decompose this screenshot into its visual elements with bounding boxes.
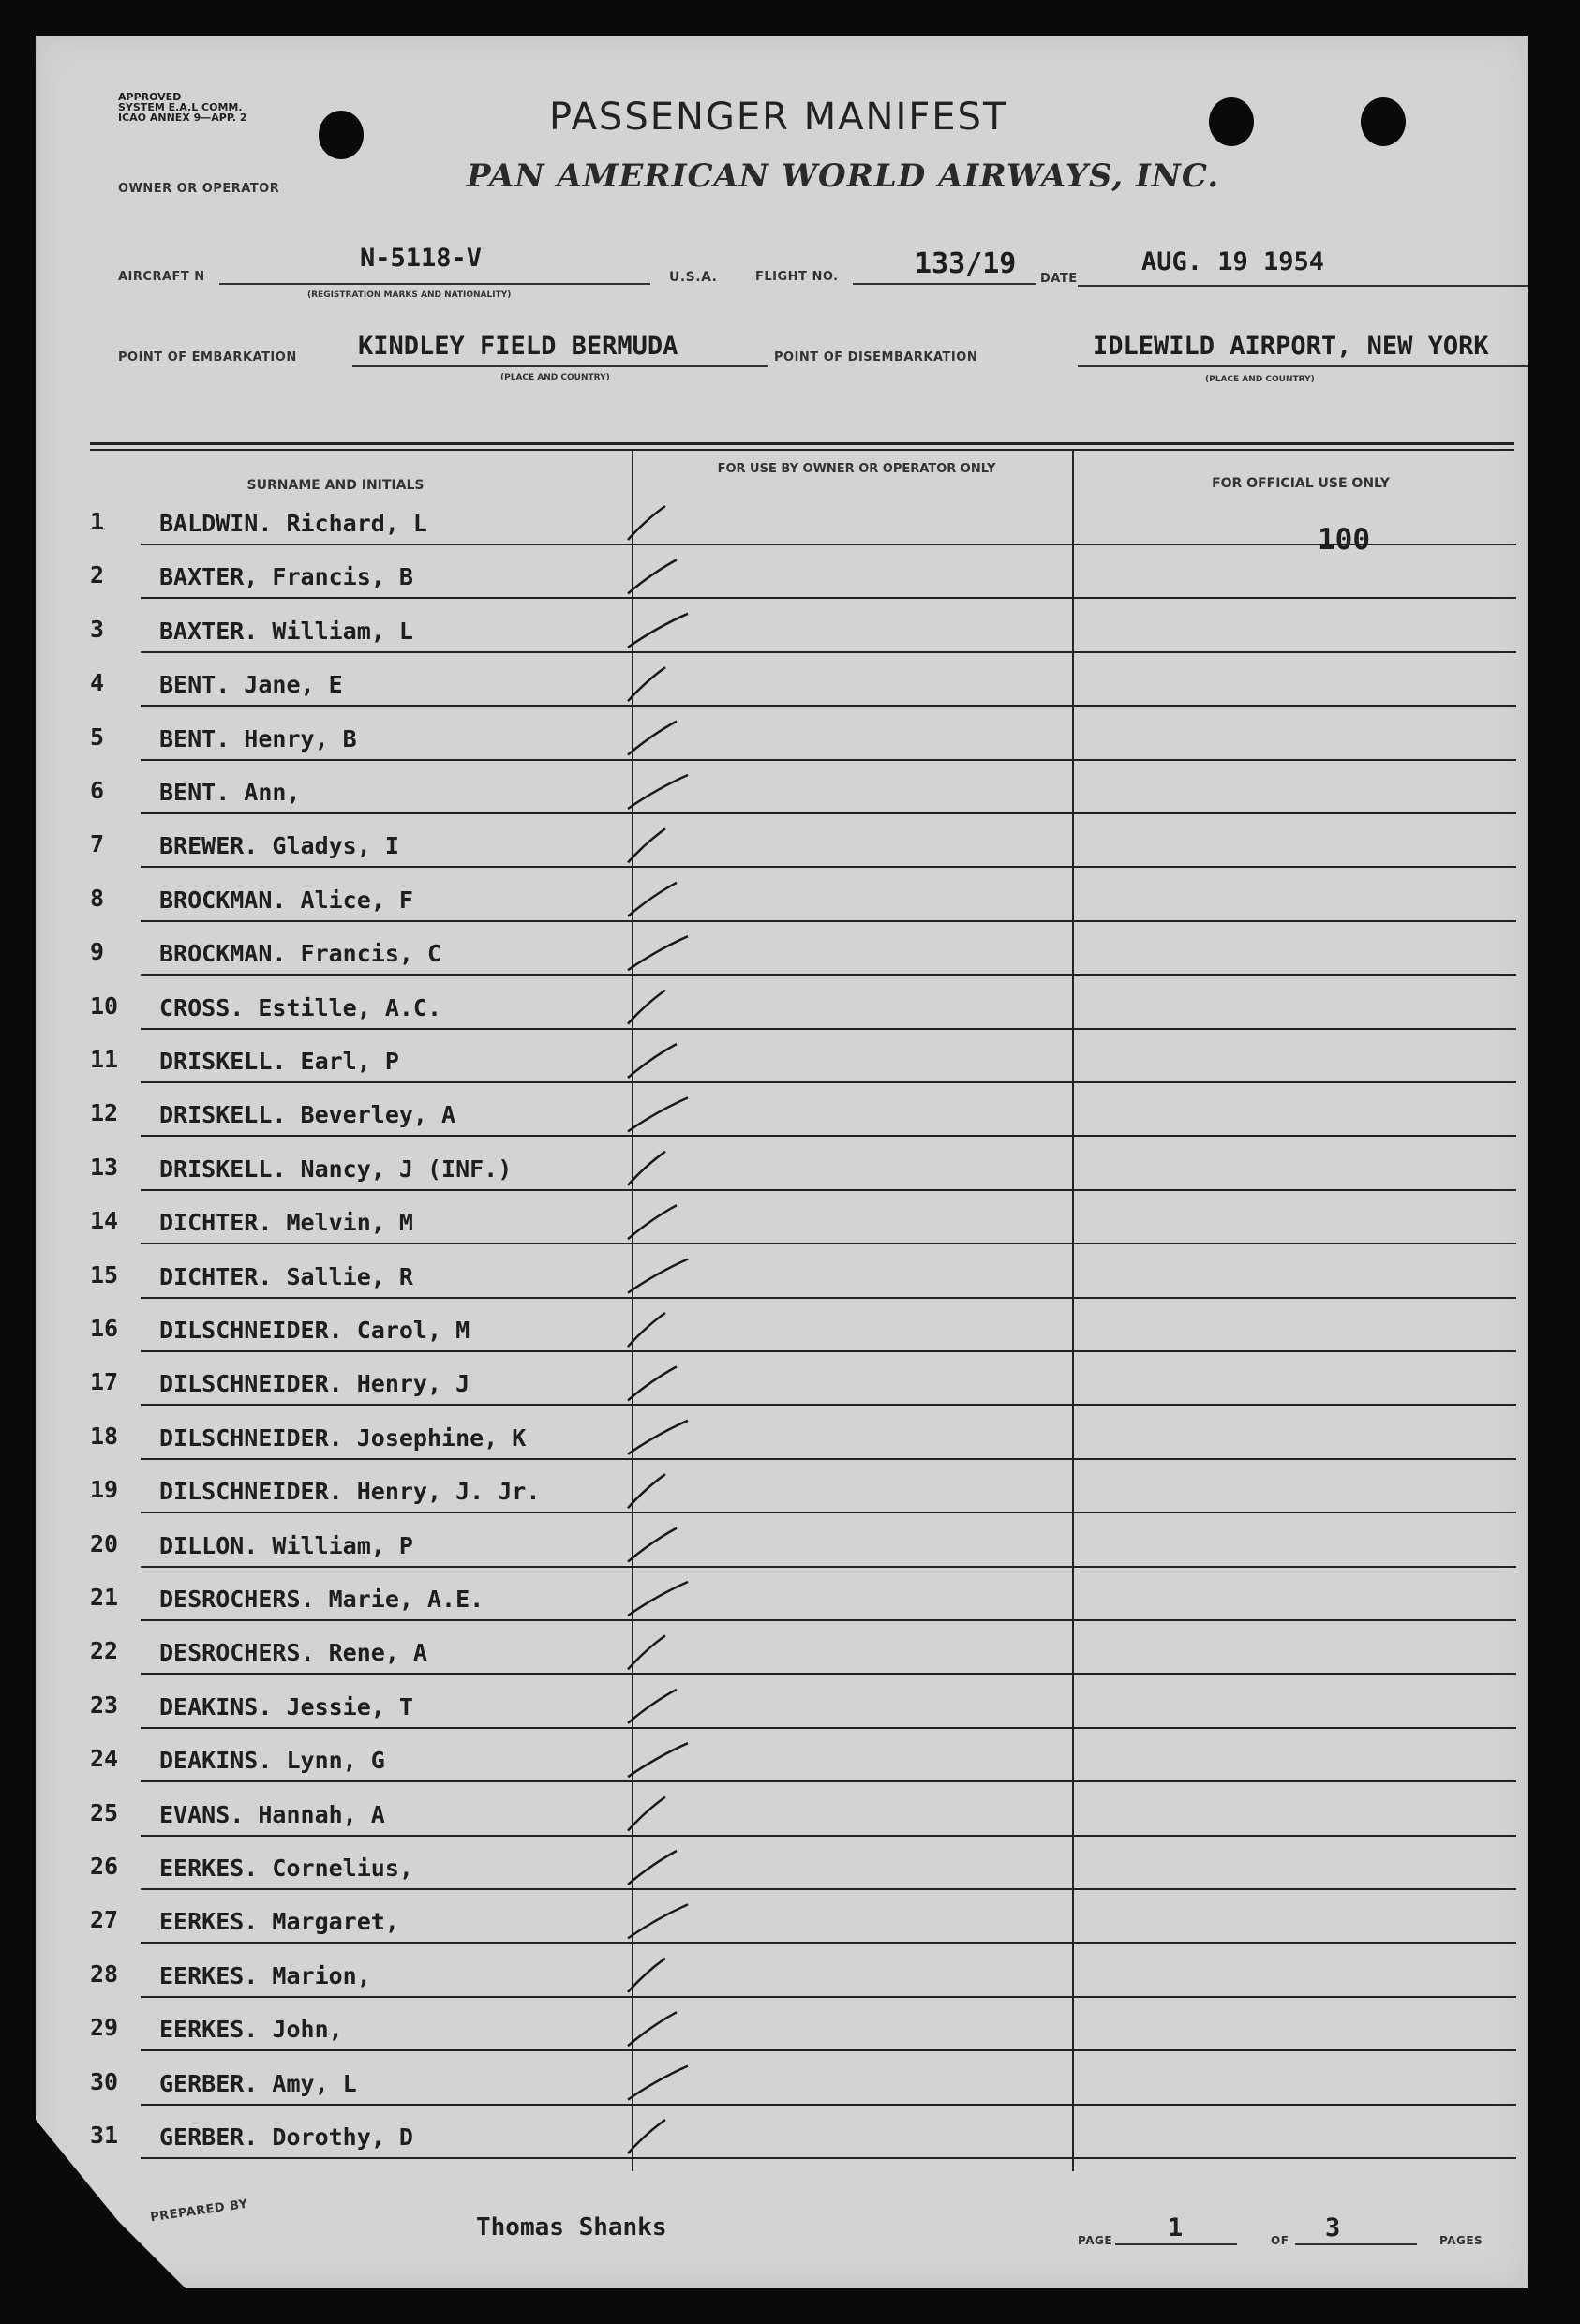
passenger-name: BROCKMAN. Alice, F [159,886,413,914]
row-number: 24 [90,1745,119,1773]
row-number: 12 [90,1099,119,1127]
usa-label: U.S.A. [669,270,718,285]
row-number: 23 [90,1691,119,1719]
row-number: 20 [90,1529,119,1557]
tick-mark [628,1528,677,1562]
row-number: 21 [90,1584,119,1611]
passenger-name: BENT. Jane, E [159,671,343,699]
tick-mark [628,1044,677,1078]
row-number: 25 [90,1798,119,1826]
passenger-name: BREWER. Gladys, I [159,832,399,860]
row-number: 31 [90,2122,119,2149]
of-label: OF [1271,2234,1289,2247]
row-number: 9 [90,938,105,966]
row-number: 16 [90,1315,119,1342]
row-number: 18 [90,1422,119,1450]
tick-mark [628,1690,677,1723]
tick-mark [628,1259,688,1293]
passenger-name: DESROCHERS. Marie, A.E. [159,1586,484,1613]
passenger-name: DRISKELL. Nancy, J (INF.) [159,1155,513,1183]
passenger-name: BAXTER. William, L [159,617,413,645]
passenger-name: EERKES. Marion, [159,1961,371,1989]
passenger-name: EVANS. Hannah, A [159,1800,385,1828]
tick-mark [628,722,677,755]
date-label: DATE [1040,272,1078,286]
passenger-name: BROCKMAN. Francis, C [159,940,442,968]
row-number: 5 [90,723,105,751]
row-number: 2 [90,561,105,589]
row-number: 8 [90,884,105,912]
manifest-sheet [36,36,1528,2288]
tick-mark [628,1366,677,1400]
row-number: 26 [90,1853,119,1880]
row-number: 3 [90,615,105,643]
row-number: 17 [90,1368,119,1396]
row-number: 30 [90,2067,119,2095]
tick-mark [628,1743,688,1777]
col-official-header: FOR OFFICIAL USE ONLY [1212,476,1390,491]
tick-mark [628,1313,665,1347]
tick-mark [628,559,677,593]
official-count: 100 [1318,523,1370,557]
tick-mark [628,614,688,648]
company-name: PAN AMERICAN WORLD AIRWAYS, INC. [467,157,1220,195]
row-number: 11 [90,1046,119,1073]
tick-mark [628,2066,688,2100]
prepared-by: Thomas Shanks [476,2213,667,2242]
tick-mark [628,828,665,862]
row-number: 29 [90,2014,119,2042]
tick-mark [628,991,665,1024]
tick-mark [628,1474,665,1508]
embark-label: POINT OF EMBARKATION [118,350,297,365]
passenger-name: DRISKELL. Beverley, A [159,1101,456,1129]
row-number: 1 [90,508,105,535]
passenger-name: DILSCHNEIDER. Josephine, K [159,1423,527,1452]
owner-tick-marks [36,36,1528,2288]
aircraft-label: AIRCRAFT N [118,270,205,284]
tick-mark [628,2120,665,2153]
row-number: 13 [90,1153,119,1181]
row-number: 10 [90,991,119,1020]
page-total: 3 [1325,2213,1341,2242]
prepared-label: PREPARED BY [149,2197,249,2226]
row-number: 19 [90,1476,119,1504]
row-number: 27 [90,1906,119,1934]
flight-label: FLIGHT NO. [755,270,839,284]
registration-caption: (REGISTRATION MARKS AND NATIONALITY) [307,290,512,300]
embark-caption: (PLACE AND COUNTRY) [500,373,610,382]
passenger-name: BAXTER, Francis, B [159,563,413,591]
approval-stamp: APPROVED SYSTEM E.A.L COMM. ICAO ANNEX 9—APP. 2 [118,91,247,124]
passenger-name: DILLON. William, P [159,1531,413,1559]
tick-mark [628,883,677,916]
passenger-name: DILSCHNEIDER. Carol, M [159,1317,470,1344]
tick-mark [628,2012,677,2046]
col-name-header: SURNAME AND INITIALS [246,478,425,493]
page-number: 1 [1168,2213,1184,2242]
document-title: PASSENGER MANIFEST [549,96,1008,139]
passenger-name: DILSCHNEIDER. Henry, J [159,1370,470,1398]
passenger-name: DICHTER. Melvin, M [159,1209,413,1237]
tick-mark [628,1797,665,1831]
tick-mark [628,936,688,970]
tick-mark [628,1959,665,1992]
passenger-name: DICHTER. Sallie, R [159,1262,413,1290]
passenger-name: BALDWIN. Richard, L [159,510,427,537]
tick-mark [628,1582,688,1616]
row-number: 7 [90,830,105,858]
passenger-name: EERKES. John, [159,2016,343,2044]
passenger-name: EERKES. Margaret, [159,1908,399,1936]
aircraft-value: N-5118-V [360,244,483,273]
tick-mark [628,1205,677,1239]
row-number: 15 [90,1260,119,1289]
tick-mark [628,506,665,540]
date-value: AUG. 19 1954 [1141,247,1325,276]
flight-value: 133/19 [915,247,1017,280]
disembark-caption: (PLACE AND COUNTRY) [1205,375,1315,384]
passenger-name: DEAKINS. Lynn, G [159,1747,385,1775]
passenger-name: BENT. Ann, [159,779,301,806]
row-number: 28 [90,1959,119,1988]
disembark-value: IDLEWILD AIRPORT, NEW YORK [1093,332,1489,361]
tick-mark [628,667,665,701]
tick-mark [628,1635,665,1669]
passenger-name: DILSCHNEIDER. Henry, J. Jr. [159,1478,541,1506]
tick-mark [628,1097,688,1131]
owner-label: OWNER OR OPERATOR [118,182,280,196]
col-owner-header: FOR USE BY OWNER OR OPERATOR ONLY [717,462,996,476]
row-number: 14 [90,1207,119,1235]
pages-label: PAGES [1439,2234,1483,2247]
passenger-name: GERBER. Dorothy, D [159,2123,413,2151]
passenger-name: GERBER. Amy, L [159,2069,357,2097]
row-number: 4 [90,669,105,697]
row-number: 22 [90,1637,119,1665]
passenger-name: DEAKINS. Jessie, T [159,1692,413,1721]
tick-mark [628,1421,688,1454]
embark-value: KINDLEY FIELD BERMUDA [358,332,678,361]
passenger-name: BENT. Henry, B [159,724,357,752]
tick-mark [628,1152,665,1185]
tick-mark [628,1851,677,1885]
row-number: 6 [90,777,105,804]
passenger-name: EERKES. Cornelius, [159,1855,413,1882]
passenger-name: DRISKELL. Earl, P [159,1048,399,1075]
disembark-label: POINT OF DISEMBARKATION [774,350,978,365]
tick-mark [628,1904,688,1938]
passenger-name: CROSS. Estille, A.C. [159,993,442,1021]
tick-mark [628,775,688,809]
page-label: PAGE [1078,2234,1113,2247]
passenger-name: DESROCHERS. Rene, A [159,1639,427,1667]
